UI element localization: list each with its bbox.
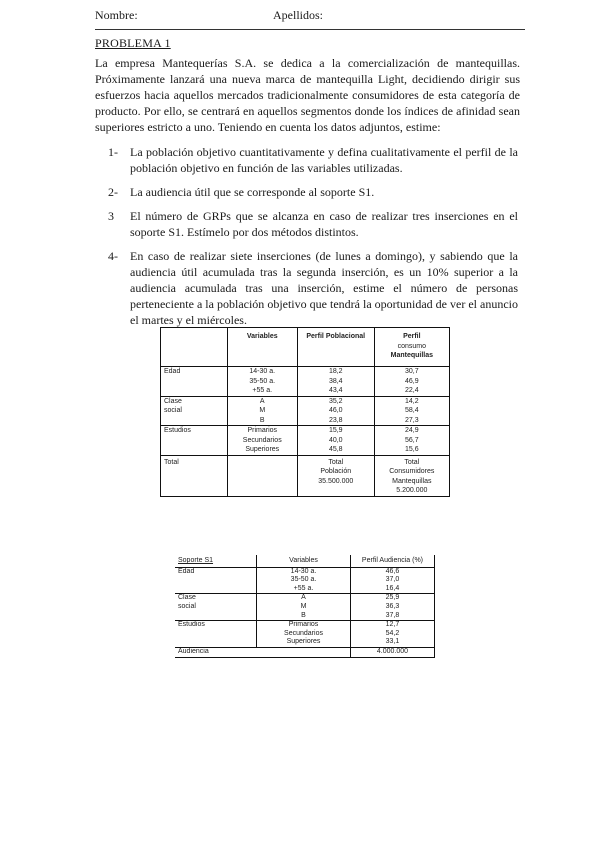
total-line: Total — [328, 458, 344, 466]
group-label: Estudios — [161, 426, 228, 436]
cell-variable: M — [257, 603, 351, 612]
table-audiencia-row — [175, 647, 435, 657]
cell-pob: 15,9 — [297, 426, 374, 436]
cell-variable: +55 a. — [257, 585, 351, 594]
cell-variable: B — [257, 612, 351, 621]
header-perfil-poblacional: Perfil Poblacional — [297, 328, 374, 367]
table-row — [161, 436, 450, 446]
group-label-2 — [175, 576, 257, 585]
cell-value: 12,7 — [350, 621, 434, 630]
cell-value: 25,9 — [350, 594, 434, 603]
group-label: Estudios — [175, 621, 257, 630]
empty-cell — [161, 416, 228, 426]
cell-pob: 35,2 — [297, 396, 374, 406]
empty-cell — [175, 638, 257, 647]
question-number: 4- — [108, 249, 118, 263]
header-line: Mantequillas — [390, 352, 434, 359]
table-row — [161, 377, 450, 387]
question-text: El número de GRPs que se alcanza en caso de realizar tres inserciones en el soporte S1. Estímelo por dos métodos distintos. — [130, 209, 518, 239]
cell-pob: 38,4 — [297, 377, 374, 387]
cell-cons: 56,7 — [374, 436, 449, 446]
header-perfil-consumo — [374, 328, 449, 367]
table-row — [175, 630, 435, 639]
cell-value: 54,2 — [350, 630, 434, 639]
table-row — [175, 638, 435, 647]
total-line: Consumidores — [389, 468, 435, 475]
cell-value: 37,8 — [350, 612, 434, 621]
table-row — [161, 426, 450, 436]
cell-value: 16,4 — [350, 585, 434, 594]
total-label: Total — [161, 455, 228, 496]
group-label: Clase — [175, 594, 257, 603]
apellidos-label: Apellidos: — [273, 8, 323, 22]
header-variables: Variables — [257, 555, 351, 567]
cell-cons: 22,4 — [374, 386, 449, 396]
cell-variable: 14-30 a. — [257, 567, 351, 576]
total-cons — [374, 455, 449, 496]
cell-variable: A — [257, 594, 351, 603]
cell-variable: Secundarios — [227, 436, 297, 446]
cell-variable: 14-30 a. — [227, 367, 297, 377]
question-number: 1- — [108, 145, 118, 159]
audience-profile-table — [175, 555, 435, 658]
problem-title: PROBLEMA 1 — [95, 36, 171, 50]
cell-cons: 58,4 — [374, 406, 449, 416]
cell-variable: M — [227, 406, 297, 416]
table-row — [175, 576, 435, 585]
cell-variable: B — [227, 416, 297, 426]
empty-cell — [175, 630, 257, 639]
cell-value: 46,6 — [350, 567, 434, 576]
table-row — [161, 406, 450, 416]
cell-variable: Primarios — [227, 426, 297, 436]
question-number: 2- — [108, 185, 118, 199]
empty-cell — [161, 386, 228, 396]
group-label: Edad — [161, 367, 228, 377]
cell-pob: 43,4 — [297, 386, 374, 396]
cell-pob: 23,8 — [297, 416, 374, 426]
group-label-2: social — [178, 602, 196, 610]
header-perfil-audiencia: Perfil Audiencia (%) — [350, 555, 434, 567]
question-text: En caso de realizar siete inserciones (de lunes a domingo), y sabiendo que la audiencia útil acumulada tras la segunda inserción, es un 10% superior a la audiencia acumulada tras una inserción, estime el número de personas perteneciente a la población objetivo que tendrá la oportunidad de ver el anuncio el martes y el miércoles. — [130, 249, 518, 327]
table-row — [161, 396, 450, 406]
group-label: Clase — [161, 396, 228, 406]
cell-pob: 18,2 — [297, 367, 374, 377]
cell-cons: 46,9 — [374, 377, 449, 387]
group-label: Edad — [178, 567, 195, 575]
empty-cell — [257, 647, 351, 657]
cell-variable: 35-50 a. — [257, 576, 351, 585]
cell-variable: +55 a. — [227, 386, 297, 396]
empty-cell — [175, 585, 257, 594]
header-rule — [95, 29, 525, 30]
population-profile-table — [160, 327, 450, 497]
nombre-label: Nombre: — [95, 8, 138, 22]
total-pob — [297, 455, 374, 496]
table-row — [175, 603, 435, 612]
cell-cons: 24,9 — [374, 426, 449, 436]
table-row — [175, 594, 435, 603]
cell-cons: 27,3 — [374, 416, 449, 426]
total-line: 35.500.000 — [318, 477, 354, 485]
problem-intro: La empresa Mantequerías S.A. se dedica a la comercialización de mantequillas. Próximamente lanzará una nueva marca de mantequilla Light, decidiendo dirigir sus esfuerzos hacia aquellos mercados tradicionalmente consumidores de esta categoría de producto. Por ello, se centrará en aquellos segmentos donde los índices de afinidad sean superiores estricto a uno. Teniendo en cuenta los datos adjuntos, estime: — [95, 56, 520, 134]
cell-variable: Primarios — [257, 621, 351, 630]
total-line: Población — [320, 468, 352, 475]
group-label-2 — [161, 377, 228, 387]
total-line: Total — [404, 458, 420, 466]
cell-cons: 30,7 — [374, 367, 449, 377]
cell-variable: 35-50 a. — [227, 377, 297, 387]
group-label-2: social — [161, 406, 228, 416]
question-text: La audiencia útil que se corresponde al soporte S1. — [130, 185, 375, 199]
cell-value: 37,0 — [350, 576, 434, 585]
table-row — [161, 416, 450, 426]
table-header-row — [161, 328, 450, 367]
cell-value: 36,3 — [350, 603, 434, 612]
audiencia-label: Audiencia — [175, 647, 257, 657]
table-row — [161, 386, 450, 396]
cell-cons: 14,2 — [374, 396, 449, 406]
cell-value: 33,1 — [350, 638, 434, 647]
question-number: 3 — [108, 209, 114, 223]
header-soporte: Soporte S1 — [175, 555, 257, 567]
cell-variable: Secundarios — [257, 630, 351, 639]
empty-cell — [161, 436, 228, 446]
table-row — [175, 612, 435, 621]
cell-variable: A — [227, 396, 297, 406]
cell-cons: 15,6 — [374, 445, 449, 455]
table-row — [175, 621, 435, 630]
table-header-row — [175, 555, 435, 567]
header-cell — [161, 328, 228, 367]
table-row — [161, 367, 450, 377]
cell-pob: 40,0 — [297, 436, 374, 446]
audiencia-value: 4.000.000 — [350, 647, 434, 657]
table-row — [161, 445, 450, 455]
cell-variable: Superiores — [227, 445, 297, 455]
cell-pob: 45,8 — [297, 445, 374, 455]
question-text: La población objetivo cuantitativamente y defina cualitativamente el perfil de la población objetivo en función de las variables utilizadas. — [130, 145, 518, 175]
header-line: consumo — [397, 342, 427, 350]
table-row — [175, 567, 435, 576]
header-line: Perfil — [403, 333, 421, 340]
header-variables: Variables — [227, 328, 297, 367]
table-total-row — [161, 455, 450, 496]
total-line: Mantequillas — [392, 477, 432, 485]
table-row — [175, 585, 435, 594]
empty-cell — [227, 455, 297, 496]
empty-cell — [161, 445, 228, 455]
total-line: 5.200.000 — [396, 487, 428, 494]
empty-cell — [175, 612, 257, 621]
cell-pob: 46,0 — [297, 406, 374, 416]
cell-variable: Superiores — [257, 638, 351, 647]
